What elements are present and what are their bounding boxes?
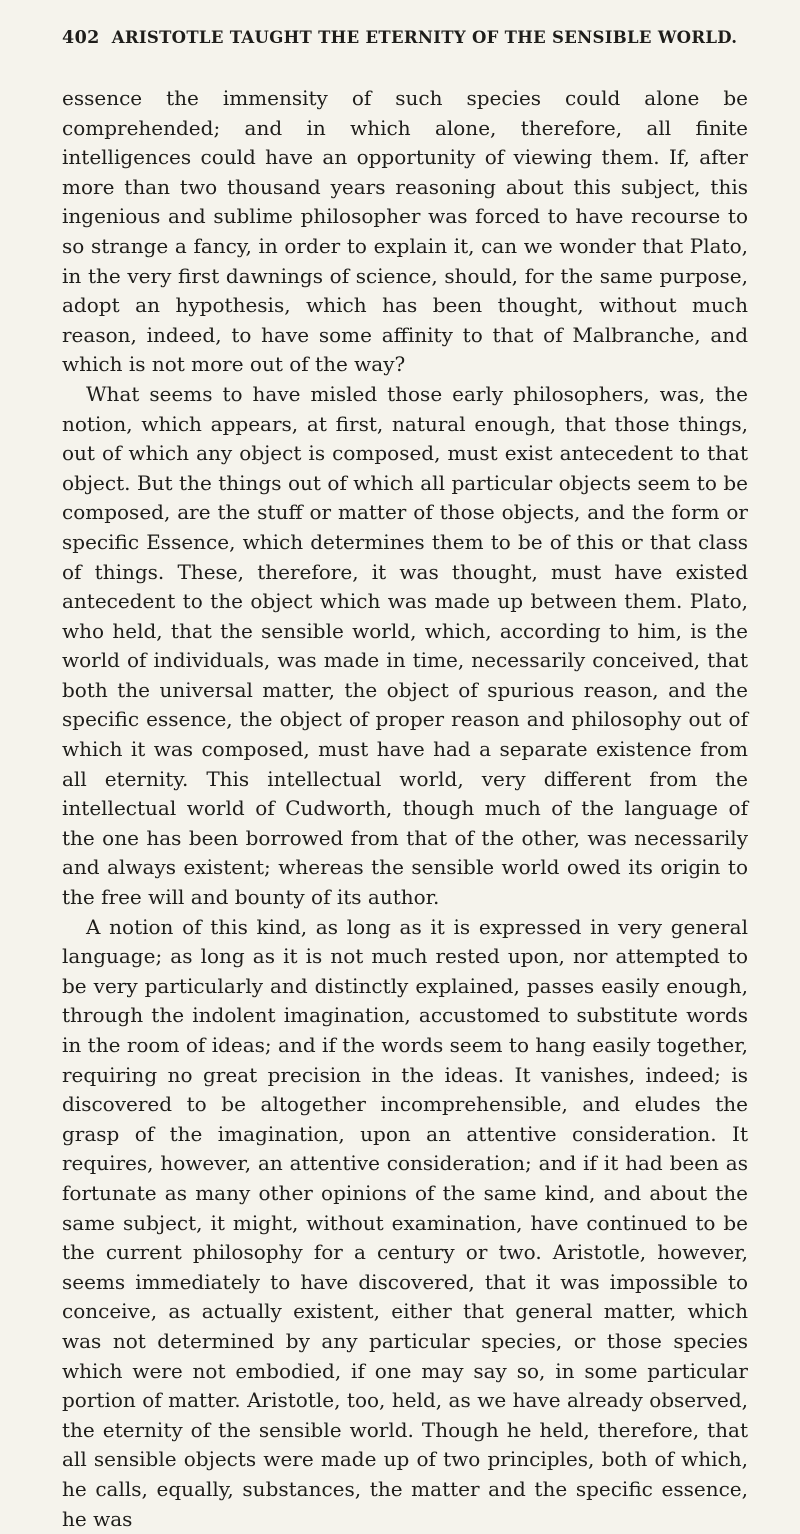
- page-number: 402: [62, 28, 100, 48]
- paragraph-notion-of-this-kind: A notion of this kind, as long as it is expressed in very general language; as long as it is not much rested upon, nor attempted to be very particularly and distinctly explained, passes easily enough, through the indolent imagination, accustomed to substitute words in the room of ideas; and if the words seem to hang easily together, requiring no great precision in the ideas. It vanishes, indeed; is discovered to be altogether incomprehensible, and eludes the grasp of the imagination, upon an attentive consideration. It requires, however, an attentive consideration; and if it had been as fortunate as many other opinions of the same kind, and about the same subject, it might, without examination, have continued to be the current philosophy for a century or two. Aristotle, however, seems immediately to have discovered, that it was impossible to conceive, as actually existent, either that general matter, which was not determined by any particular species, or those species which were not embodied, if one may say so, in some particular portion of matter. Aristotle, too, held, as we have already observed, the eternity of the sensible world. Though he held, therefore, that all sensible objects were made up of two principles, both of which, he calls, equally, substances, the matter and the specific essence, he was: [62, 914, 748, 1531]
- body-text: [62, 84, 748, 1534]
- running-head: [62, 28, 748, 48]
- running-title: ARISTOTLE TAUGHT THE ETERNITY OF THE SENSIBLE WORLD.: [111, 28, 738, 47]
- paragraph-continued: essence the immensity of such species could alone be comprehended; and in which alone, therefore, all finite intelligences could have an opportunity of viewing them. If, after more than two thousand years reasoning about this subject, this ingenious and sublime philosopher was forced to have recourse to so strange a fancy, in order to explain it, can we wonder that Plato, in the very first dawnings of science, should, for the same purpose, adopt an hypothesis, which has been thought, without much reason, indeed, to have some affinity to that of Malbranche, and which is not more out of the way?: [62, 86, 748, 377]
- paragraph-misled-philosophers: What seems to have misled those early philosophers, was, the notion, which appears, at first, natural enough, that those things, out of which any object is composed, must exist antecedent to that object. But the things out of which all particular objects seem to be composed, are the stuff or matter of those objects, and the form or specific Essence, which determines them to be of this or that class of things. These, therefore, it was thought, must have existed antecedent to the object which was made up between them. Plato, who held, that the sensible world, which, according to him, is the world of individuals, was made in time, necessarily conceived, that both the universal matter, the object of spurious reason, and the specific essence, the object of proper reason and philosophy out of which it was composed, must have had a separate existence from all eternity. This intellectual world, very different from the intellectual world of Cudworth, though much of the language of the one has been borrowed from that of the other, was necessarily and always existent; whereas the sensible world owed its origin to the free will and bounty of its author.: [62, 381, 748, 910]
